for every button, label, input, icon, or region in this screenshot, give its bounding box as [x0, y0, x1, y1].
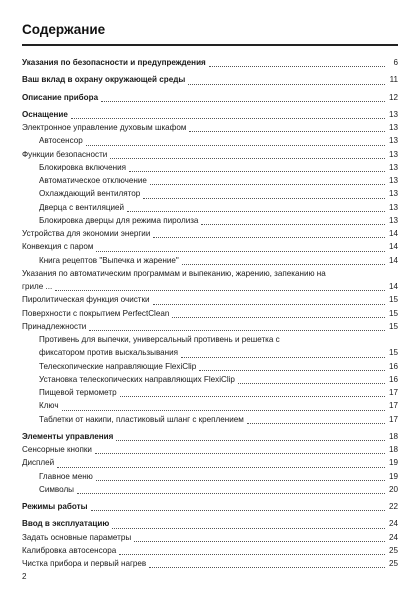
toc-page-number: 24	[388, 532, 398, 542]
toc-entry[interactable]	[22, 108, 398, 121]
toc-entry[interactable]	[22, 214, 398, 227]
toc-entry-title: Главное меню	[39, 471, 93, 481]
toc-page-number: 19	[388, 458, 398, 468]
table-of-contents	[22, 56, 398, 570]
toc-entry-title: Противень для выпечки, универсальный противень и решетка с	[39, 335, 280, 344]
toc-entry-title: Символы	[39, 484, 75, 494]
dot-leader	[153, 236, 385, 238]
toc-entry-title: Установка телескопических направляющих FlexiClip	[39, 374, 235, 384]
toc-entry-continuation	[22, 280, 398, 293]
toc-entry[interactable]	[22, 320, 398, 333]
toc-page-number: 20	[388, 484, 398, 494]
dot-leader	[62, 409, 385, 411]
dot-leader	[209, 65, 385, 67]
toc-entry-title: Принадлежности	[22, 321, 87, 331]
dot-leader	[129, 170, 385, 172]
dot-leader	[201, 223, 385, 225]
dot-leader	[110, 157, 385, 159]
toc-entry[interactable]	[22, 121, 398, 134]
toc-page-number: 16	[388, 374, 398, 384]
dot-leader	[149, 566, 385, 568]
toc-entry[interactable]	[22, 148, 398, 161]
toc-entry-title: Сенсорные кнопки	[22, 445, 92, 454]
toc-page-number: 13	[388, 149, 398, 159]
page-title: Содержание	[22, 22, 106, 37]
toc-page-number: 14	[388, 242, 398, 252]
toc-entry[interactable]	[22, 56, 398, 69]
toc-entry[interactable]	[22, 456, 398, 469]
dot-leader	[77, 492, 385, 494]
toc-entry-title: Описание прибора	[22, 92, 99, 102]
toc-entry[interactable]	[22, 544, 398, 557]
toc-entry[interactable]	[22, 293, 398, 306]
toc-page-number: 19	[388, 471, 398, 481]
dot-leader	[71, 117, 385, 119]
toc-page-number: 13	[388, 215, 398, 225]
toc-entry[interactable]	[22, 470, 398, 483]
title-divider	[22, 44, 398, 46]
toc-entry-title: Электронное управление духовым шкафом	[22, 123, 187, 132]
toc-entry-title: Чистка прибора и первый нагрев	[22, 559, 147, 568]
toc-entry-title: Автоматическое отключение	[39, 176, 147, 185]
toc-page-number: 17	[388, 388, 398, 397]
dot-leader	[86, 144, 385, 146]
toc-entry[interactable]	[22, 386, 398, 399]
toc-page-number: 14	[388, 229, 398, 238]
dot-leader	[96, 479, 385, 481]
toc-entry-title: Задать основные параметры	[22, 532, 132, 542]
dot-leader	[57, 466, 385, 468]
toc-entry-title: Конвекция с паром	[22, 242, 94, 252]
toc-entry-title: Пищевой термометр	[39, 388, 117, 397]
toc-page-number: 25	[388, 559, 398, 568]
dot-leader	[119, 553, 385, 555]
toc-page-number: 22	[388, 502, 398, 511]
toc-entry[interactable]	[22, 161, 398, 174]
toc-page-number: 17	[388, 401, 398, 411]
toc-entry-title: Телескопические направляющие FlexiClip	[39, 361, 197, 371]
toc-page-number: 15	[388, 295, 398, 305]
dot-leader	[189, 130, 385, 132]
dot-leader	[181, 356, 385, 358]
dot-leader	[150, 183, 385, 185]
toc-page-number: 25	[388, 545, 398, 555]
toc-page-number: 24	[388, 519, 398, 529]
toc-page-number: 13	[388, 109, 398, 119]
dot-leader	[55, 289, 385, 291]
toc-entry[interactable]	[22, 517, 398, 530]
toc-page-number: 18	[388, 445, 398, 454]
toc-entry[interactable]	[22, 399, 398, 412]
dot-leader	[188, 83, 385, 85]
toc-page-number: 16	[388, 361, 398, 371]
toc-page-number: 13	[388, 136, 398, 146]
toc-entry-title: Автосенсор	[39, 136, 83, 146]
dot-leader	[247, 422, 385, 424]
page-number: 2	[22, 572, 27, 581]
dot-leader	[120, 395, 385, 397]
toc-page-number: 14	[388, 255, 398, 265]
toc-page-number: 15	[388, 308, 398, 318]
toc-entry[interactable]	[22, 500, 398, 513]
toc-page-number: 13	[388, 162, 398, 172]
dot-leader	[89, 329, 385, 331]
toc-entry-title: Пиролитическая функция очистки	[22, 295, 150, 305]
dot-leader	[182, 263, 385, 265]
toc-entry[interactable]	[22, 134, 398, 147]
toc-entry[interactable]	[22, 531, 398, 544]
toc-entry[interactable]	[22, 413, 398, 426]
toc-page-number: 6	[393, 58, 398, 67]
dot-leader	[127, 210, 385, 212]
dot-leader	[95, 452, 385, 454]
toc-entry[interactable]	[22, 73, 398, 86]
toc-entry[interactable]	[22, 254, 398, 267]
toc-entry-title: Оснащение	[22, 109, 68, 119]
toc-entry[interactable]	[22, 307, 398, 320]
toc-entry-title: Устройства для экономии энергии	[22, 229, 151, 238]
toc-page-number: 13	[388, 202, 398, 212]
dot-leader	[153, 303, 385, 305]
dot-leader	[172, 316, 385, 318]
toc-entry-title: Дисплей	[22, 458, 55, 468]
toc-entry-title: Блокировка дверцы для режима пиролиза	[39, 215, 199, 225]
dot-leader	[96, 250, 385, 252]
dot-leader	[101, 100, 385, 102]
toc-entry-title: Ключ	[39, 401, 59, 411]
toc-entry[interactable]	[22, 360, 398, 373]
toc-entry[interactable]	[22, 267, 398, 294]
toc-page-number: 18	[388, 431, 398, 441]
toc-entry-title: Ваш вклад в охрану окружающей среды	[22, 75, 186, 85]
toc-entry-title: Калибровка автосенсора	[22, 545, 117, 555]
dot-leader	[238, 382, 385, 384]
toc-entry-title: Охлаждающий вентилятор	[39, 189, 141, 199]
toc-entry[interactable]	[22, 174, 398, 187]
toc-entry-title: Поверхности с покрытием PerfectClean	[22, 308, 170, 318]
toc-entry[interactable]	[22, 187, 398, 200]
dot-leader	[143, 197, 385, 199]
dot-leader	[91, 509, 385, 511]
dot-leader	[112, 527, 385, 529]
toc-page-number: 15	[388, 321, 398, 331]
toc-entry-title: Таблетки от накипи, пластиковый шланг с креплением	[39, 414, 244, 424]
dot-leader	[134, 540, 385, 542]
toc-entry-title: Блокировка включения	[39, 162, 127, 172]
toc-entry-title: Режимы работы	[22, 502, 88, 511]
toc-entry-title-continued: гриле ...	[22, 282, 53, 291]
toc-entry-title: Указания по автоматическим программам и выпеканию, жарению, запеканию на	[22, 268, 326, 278]
toc-entry[interactable]	[22, 483, 398, 496]
dot-leader	[116, 439, 385, 441]
dot-leader	[199, 369, 385, 371]
toc-entry[interactable]	[22, 227, 398, 240]
toc-entry[interactable]	[22, 201, 398, 214]
toc-entry-title: Указания по безопасности и предупреждения	[22, 58, 206, 67]
toc-entry-title: Ввод в эксплуатацию	[22, 519, 110, 529]
toc-page-number: 14	[388, 282, 398, 291]
toc-page-number: 13	[388, 189, 398, 199]
toc-page-number: 11	[389, 75, 398, 85]
toc-entry-title: Элементы управления	[22, 431, 114, 441]
toc-page-number: 13	[388, 176, 398, 185]
toc-entry-title-continued: фиксатором против выскальзывания	[39, 348, 179, 358]
toc-entry-title: Книга рецептов "Выпечка и жарение"	[39, 255, 179, 265]
toc-page-number: 15	[388, 348, 398, 358]
toc-entry[interactable]	[22, 557, 398, 570]
toc-entry-title: Дверца с вентиляцией	[39, 202, 125, 212]
toc-entry-continuation	[39, 346, 398, 359]
toc-entry[interactable]	[22, 430, 398, 443]
toc-page-number: 13	[388, 123, 398, 132]
toc-page-number: 17	[388, 414, 398, 424]
toc-entry[interactable]	[22, 333, 398, 360]
toc-page-number: 12	[388, 92, 398, 102]
toc-entry[interactable]	[22, 240, 398, 253]
toc-entry[interactable]	[22, 91, 398, 104]
toc-entry[interactable]	[22, 443, 398, 456]
toc-entry[interactable]	[22, 373, 398, 386]
toc-entry-title: Функции безопасности	[22, 149, 108, 159]
